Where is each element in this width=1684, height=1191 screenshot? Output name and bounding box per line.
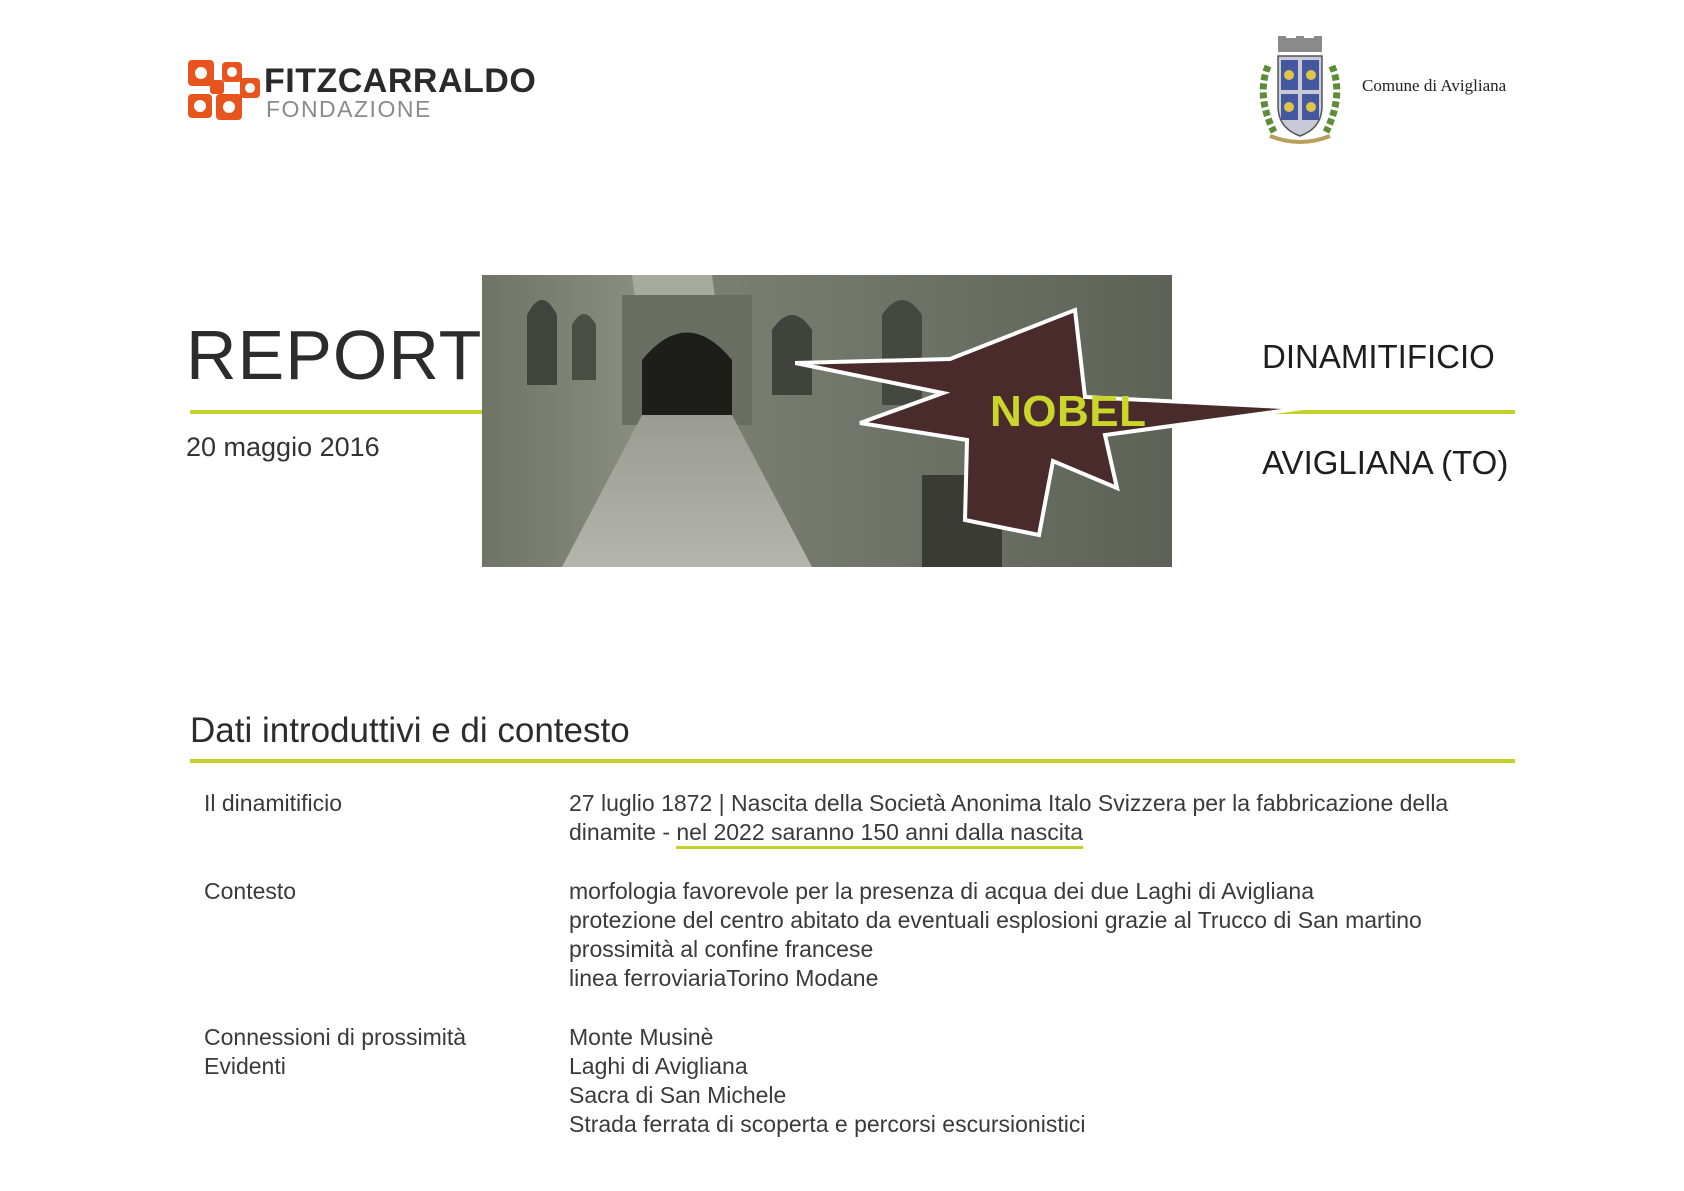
comune-logo xyxy=(1250,36,1520,150)
section-title: Dati introduttivi e di contesto xyxy=(190,711,630,750)
text-line: prossimità al confine francese xyxy=(569,936,874,962)
nobel-label: NOBEL xyxy=(990,387,1147,436)
text-line: Strada ferrata di scoperta e percorsi escursionistici xyxy=(569,1111,1086,1137)
report-date: 20 maggio 2016 xyxy=(186,432,380,462)
text-line: protezione del centro abitato da eventuali esplosioni grazie al Trucco di San martino xyxy=(569,907,1422,933)
row-label-contesto: Contesto xyxy=(204,878,297,904)
text-line: 27 luglio 1872 | Nascita della Società Anonima Italo Svizzera per la fabbricazione della xyxy=(569,790,1449,816)
row-text-connessioni xyxy=(569,1023,1085,1139)
text-line: dinamite - nel 2022 saranno 150 anni dalla nascita xyxy=(569,818,1448,847)
text-line: morfologia favorevole per la presenza di acqua dei due Laghi di Avigliana xyxy=(569,878,1315,904)
row-text-dinamitificio xyxy=(569,789,1448,847)
fitzcarraldo-name: FITZCARRALDO xyxy=(264,62,537,100)
highlighted-anniversary: nel 2022 saranno 150 anni dalla nascita xyxy=(676,819,1083,849)
coat-of-arms-icon xyxy=(1250,36,1350,150)
fitzcarraldo-logo xyxy=(186,58,537,124)
text-line: Monte Musinè xyxy=(569,1024,714,1050)
text-line: Sacra di San Michele xyxy=(569,1082,787,1108)
place-location: AVIGLIANA (TO) xyxy=(1262,444,1509,481)
row-label-dinamitificio: Il dinamitificio xyxy=(204,790,343,816)
place-title: DINAMITIFICIO xyxy=(1262,338,1495,375)
row-label-connessioni: Connessioni di prossimità Evidenti xyxy=(204,1024,467,1079)
text-line: linea ferroviariaTorino Modane xyxy=(569,965,879,991)
fitzcarraldo-mark-icon xyxy=(186,58,262,124)
row-text-contesto xyxy=(569,877,1422,993)
text-line: Laghi di Avigliana xyxy=(569,1053,748,1079)
report-title: REPORT xyxy=(186,316,483,394)
section-divider xyxy=(190,759,1515,763)
comune-name: Comune di Avigliana xyxy=(1362,76,1507,95)
fondazione-label: FONDAZIONE xyxy=(266,96,432,122)
